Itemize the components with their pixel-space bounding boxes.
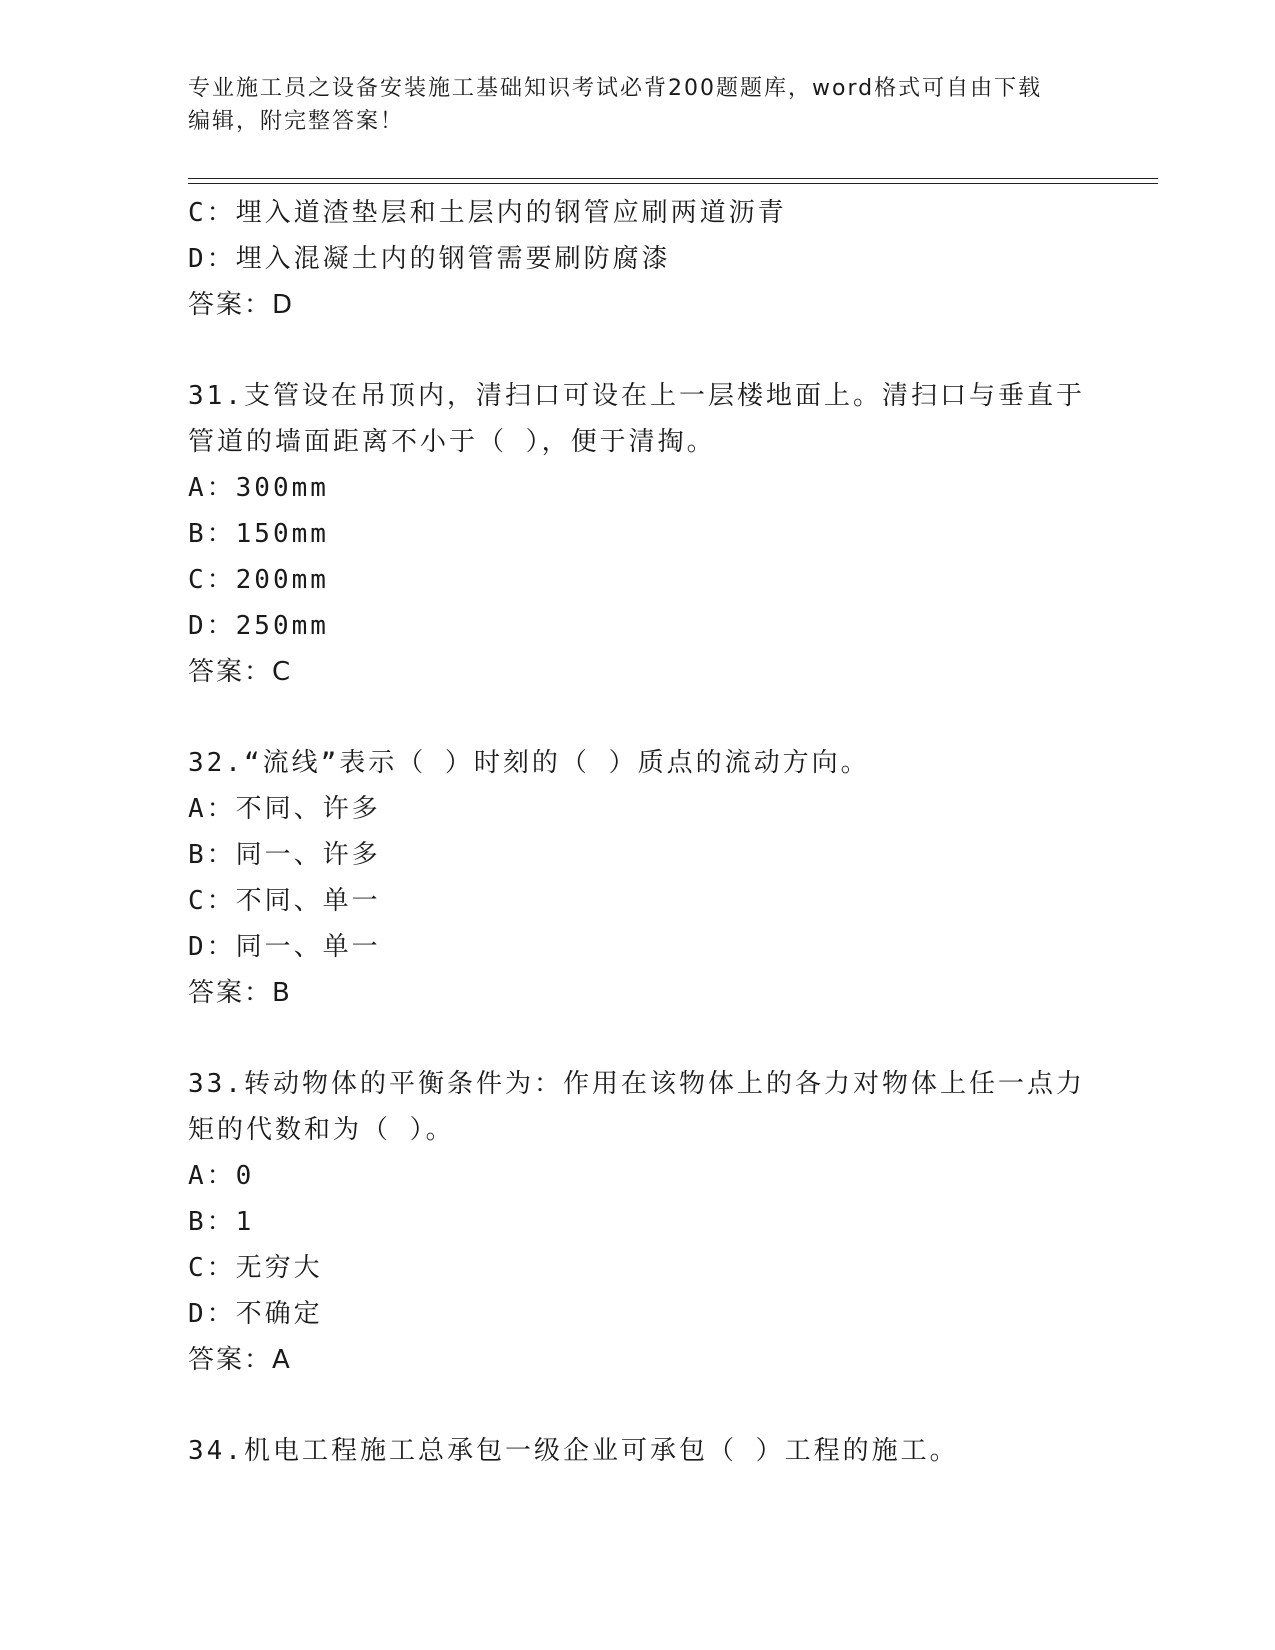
document-header — [188, 72, 1088, 138]
option-c: C：200mm — [188, 565, 329, 595]
header-line-2: 编辑，附完整答案！ — [188, 109, 405, 134]
header-divider-bottom — [188, 183, 1158, 184]
spacer — [188, 1383, 1088, 1428]
question-text-line-2: 矩的代数和为（ ）。 — [188, 1115, 455, 1145]
option-d: D：同一、单一 — [188, 932, 381, 962]
option-b: B：1 — [188, 1207, 255, 1237]
option-a: A：不同、许多 — [188, 794, 381, 824]
option-d: D：250mm — [188, 611, 329, 641]
question-text-line-1: 33.转动物体的平衡条件为：作用在该物体上的各力对物体上任一点力 — [188, 1069, 1085, 1099]
option-a: A：300mm — [188, 473, 329, 503]
answer: 答案：B — [188, 978, 292, 1008]
answer: 答案：D — [188, 290, 295, 320]
question-text-line-1: 32.“流线”表示（ ）时刻的（ ）质点的流动方向。 — [188, 748, 870, 778]
option-c: C：不同、单一 — [188, 886, 381, 916]
question-list — [188, 190, 1088, 1474]
spacer — [188, 695, 1088, 740]
header-divider-top — [188, 178, 1158, 179]
spacer — [188, 1016, 1088, 1061]
question-32 — [188, 740, 1088, 1016]
answer: 答案：C — [188, 657, 293, 687]
option-d: D：不确定 — [188, 1299, 323, 1329]
option-b: B：150mm — [188, 519, 329, 549]
option-b: B：同一、许多 — [188, 840, 381, 870]
option-c: C：无穷大 — [188, 1253, 323, 1283]
question-text-line-1: 31.支管设在吊顶内，清扫口可设在上一层楼地面上。清扫口与垂直于 — [188, 381, 1085, 411]
answer: 答案：A — [188, 1345, 292, 1375]
option-d: D：埋入混凝土内的钢管需要刷防腐漆 — [188, 244, 671, 274]
spacer — [188, 328, 1088, 373]
question-31 — [188, 373, 1088, 695]
header-line-1: 专业施工员之设备安装施工基础知识考试必背200题题库，word格式可自由下载 — [188, 76, 1043, 101]
question-30-tail — [188, 190, 1088, 328]
option-c: C：埋入道渣垫层和土层内的钢管应刷两道沥青 — [188, 198, 787, 228]
question-33 — [188, 1061, 1088, 1383]
question-text-line-2: 管道的墙面距离不小于（ ），便于清掏。 — [188, 427, 716, 457]
option-a: A：0 — [188, 1161, 255, 1191]
question-text-line-1: 34.机电工程施工总承包一级企业可承包（ ）工程的施工。 — [188, 1436, 959, 1466]
question-34 — [188, 1428, 1088, 1474]
